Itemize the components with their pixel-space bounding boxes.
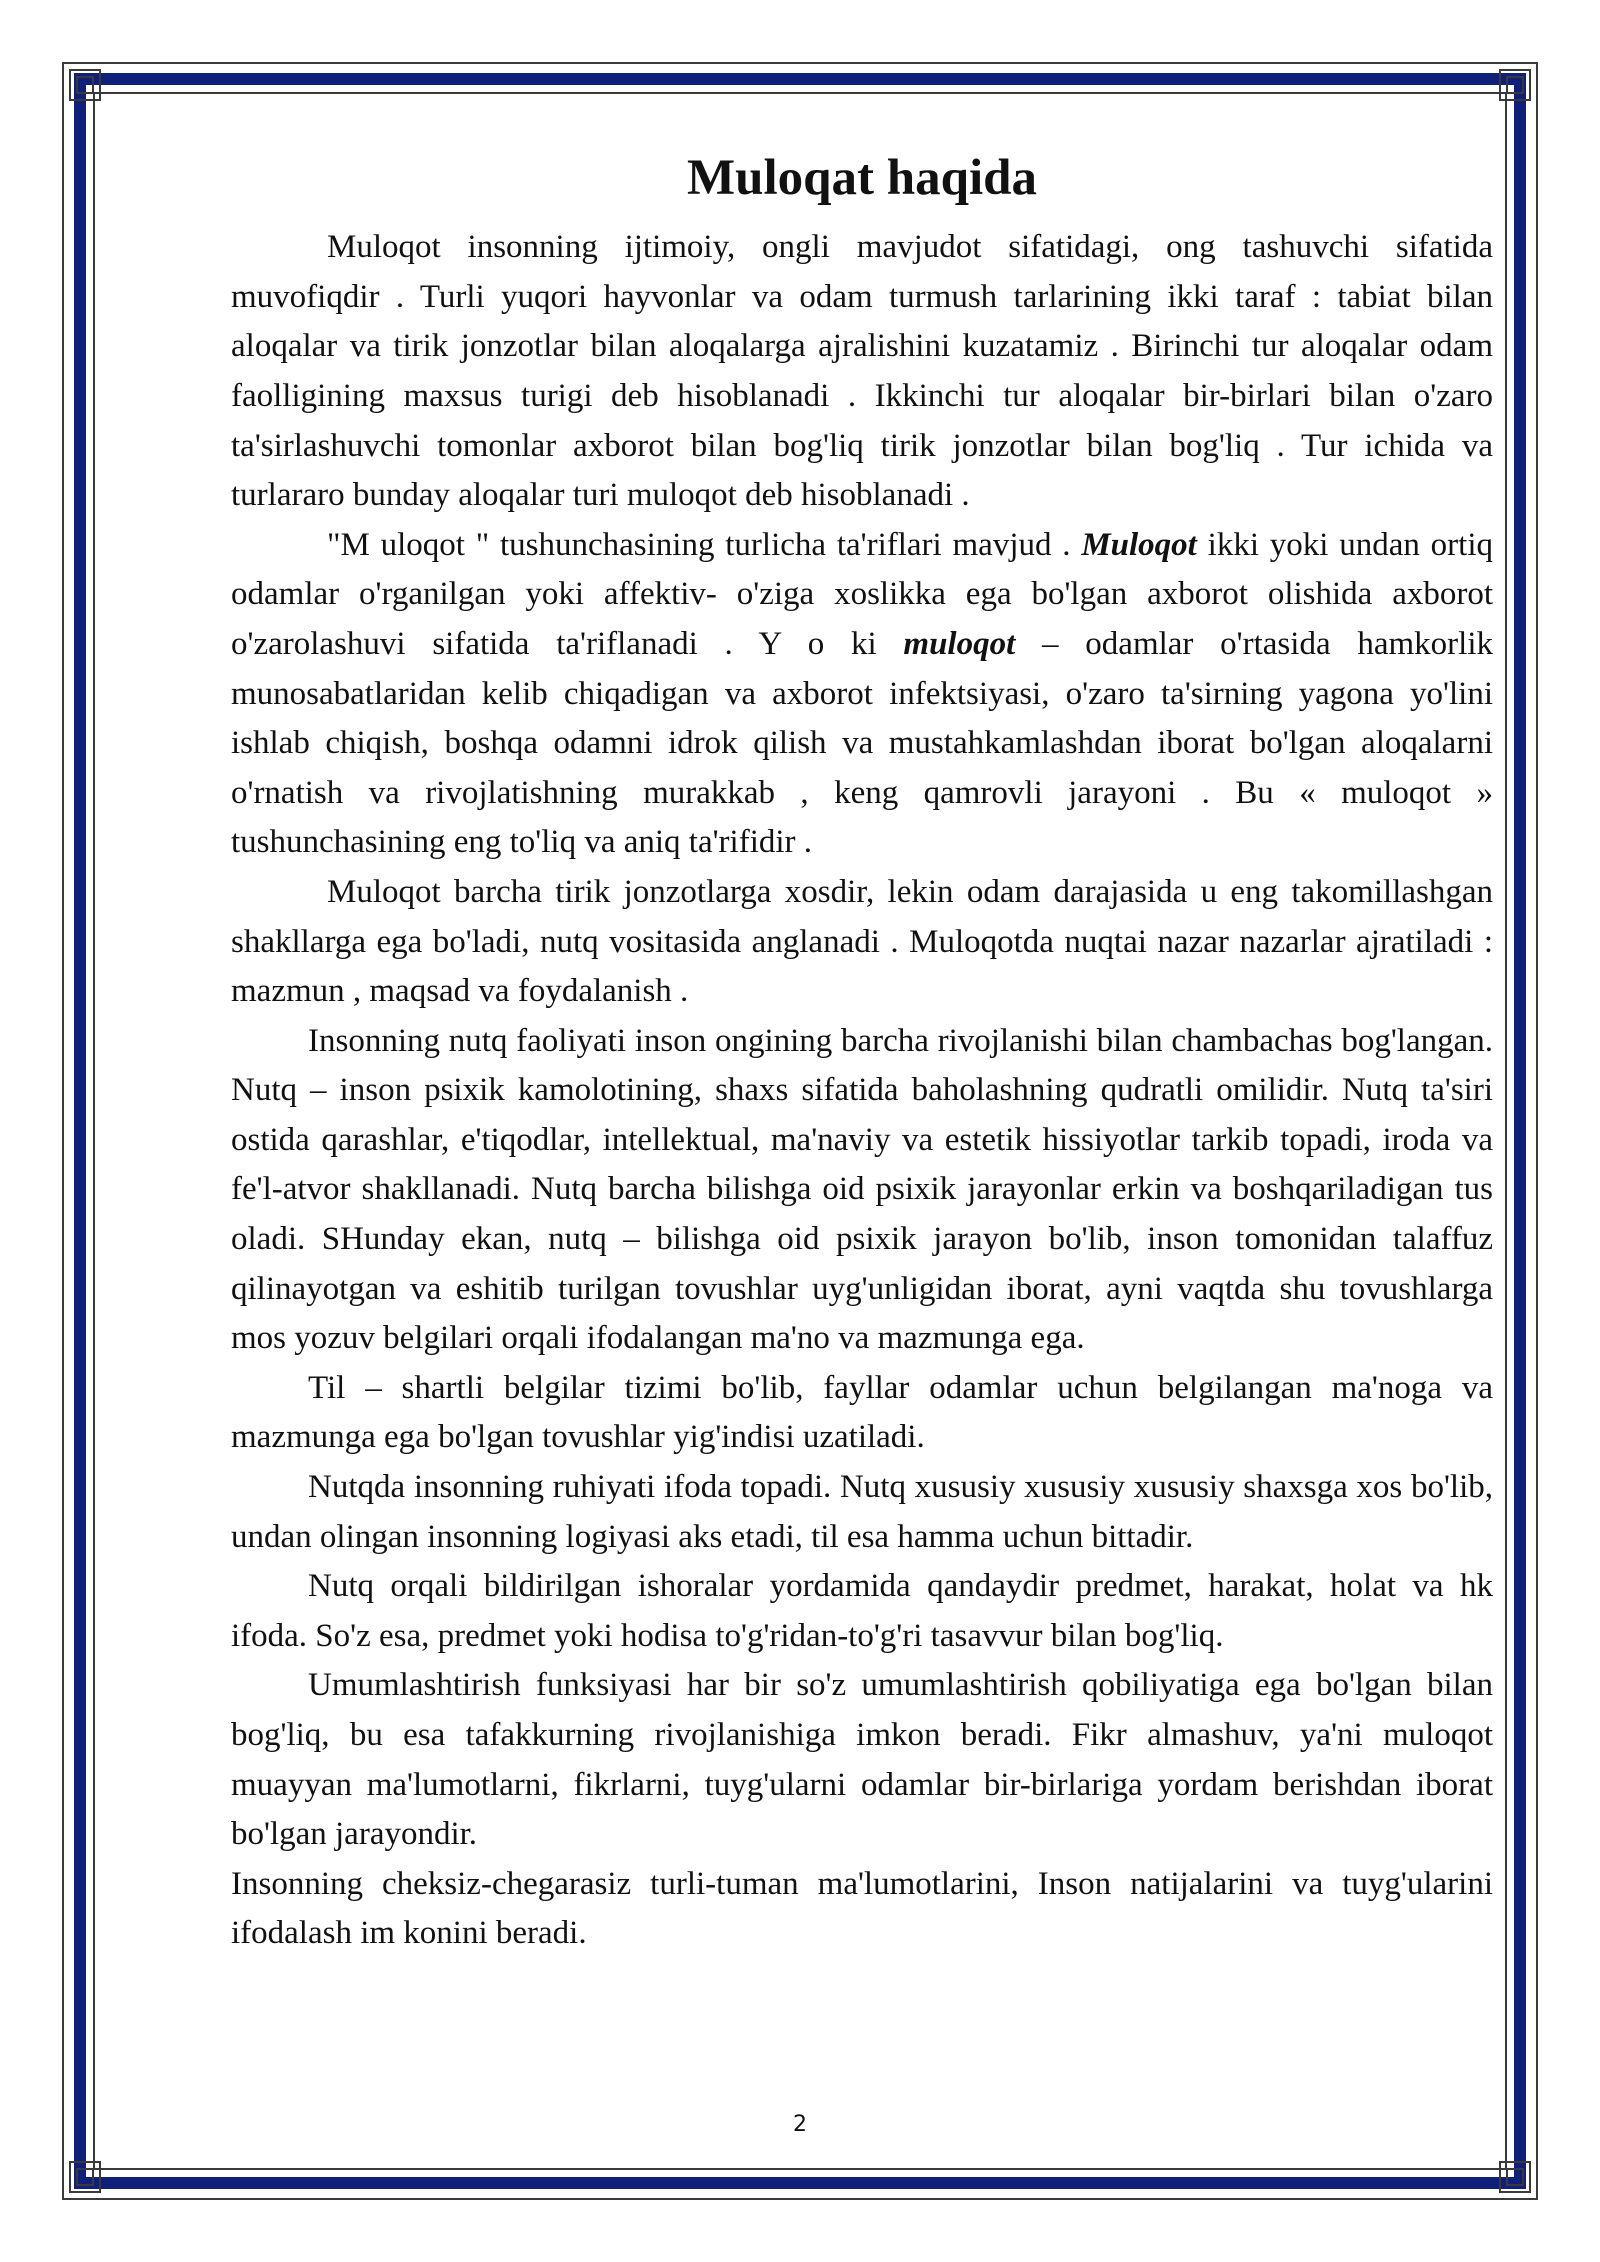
paragraph-2 (231, 521, 1493, 868)
paragraph-2-text-e: – odamlar o'rtasida hamkorlik munosabatlaridan kelib chiqadigan va axborot infektsiyasi, o'zaro ta'sirning yagona yo'lini ishlab chiqish, boshqa odamni idrok qilish va mustahkamlashdan iborat bo'lgan aloqalarni o'rnatish va rivojlatishning murakkab , keng qamrovli jarayoni . Bu « muloqot » tushunchasining eng to'liq va aniq ta'rifidir . (231, 625, 1494, 861)
paragraph-8: Umumlashtirish funksiyasi har bir so'z umumlashtirish qobiliyatiga ega bo'lgan bilan bog'liq, bu esa tafakkurning rivojlanishiga imkon beradi. Fikr almashuv, ya'ni muloqot muayyan ma'lumotlarni, fikrlarni, tuyg'ularni odamlar bir-birlariga yordam berishdan iborat bo'lgan jarayondir. (231, 1667, 1493, 1853)
term-muloqot-lower: muloqot (903, 625, 1016, 662)
page-number: 2 (793, 2112, 807, 2137)
term-muloqot: Muloqot (1081, 526, 1197, 563)
paragraph-2-text-a: "M uloqot " tushunchasining turlicha ta'riflari mavjud . (327, 526, 1082, 563)
paragraph-4: Insonning nutq faoliyati inson ongining barcha rivojlanishi bilan chambachas bog'langan. Nutq – inson psixik kamolotining, shaxs sifatida baholashning qudratli omilidir. Nutq ta'siri ostida qarashlar, e'tiqodlar, intellektual, ma'naviy va estetik hissiyotlar tarkib topadi, iroda va fe'l-atvor shakllanadi. Nutq barcha bilishga oid psixik jarayonlar erkin va boshqariladigan tus oladi. SHunday ekan, nutq – bilishga oid psixik jarayon bo'lib, inson tomonidan talaffuz qilinayotgan va eshitib turilgan tovushlar uyg'unligidan iborat, ayni vaqtda shu tovushlarga mos yozuv belgilari orqali ifodalangan ma'no va mazmunga ega. (231, 1022, 1493, 1357)
paragraph-7: Nutq orqali bildirilgan ishoralar yordamida qandaydir predmet, harakat, holat va hk ifoda. So'z esa, predmet yoki hodisa to'g'ridan-to'g'ri tasavvur bilan bog'liq. (231, 1568, 1493, 1654)
paragraph-6: Nutqda insonning ruhiyati ifoda topadi. Nutq xususiy xususiy xususiy shaxsga xos bo'lib, undan olingan insonning logiyasi aks etadi, til esa hamma uchun bittadir. (231, 1469, 1493, 1555)
paragraph-5: Til – shartli belgilar tizimi bo'lib, fayllar odamlar uchun belgilangan ma'noga va mazmunga ega bo'lgan tovushlar yig'indisi uzatiladi. (231, 1369, 1493, 1456)
paragraph-3: Muloqot barcha tirik jonzotlarga xosdir, lekin odam darajasida u eng takomillashgan shakllarga ega bo'ladi, nutq vositasida anglanadi . Muloqotda nuqtai nazar nazarlar ajratiladi : mazmun , maqsad va foydalanish . (231, 873, 1493, 1010)
document-body (231, 148, 1493, 1959)
paragraph-1: Muloqot insonning ijtimoiy, ongli mavjudot sifatidagi, ong tashuvchi sifatida muvofiqdir . Turli yuqori hayvonlar va odam turmush tarlarining ikki taraf : tabiat bilan aloqalar va tirik jonzotlar bilan aloqalarga ajralishini kuzatamiz . Birinchi tur aloqalar odam faolligining maxsus turigi deb hisoblanadi . Ikkinchi tur aloqalar bir-birlari bilan o'zaro ta'sirlashuvchi tomonlar axborot bilan bog'liq tirik jonzotlar bilan bog'liq . Tur ichida va turlararo bunday aloqalar turi muloqot deb hisoblanadi . (231, 229, 1493, 514)
page-title: Muloqat haqida (686, 150, 1038, 206)
paragraph-9: Insonning cheksiz-chegarasiz turli-tuman ma'lumotlarini, Inson natijalarini va tuyg'ularini ifodalash im konini beradi. (231, 1865, 1493, 1952)
paragraph-2-text-c: ikki yoki undan ortiq odamlar o'rganilgan yoki affektiv- o'ziga xoslikka ega bo'lgan axborot olishida axborot o'zarolashuvi sifatida ta'riflanadi . Y o ki (231, 526, 1493, 662)
